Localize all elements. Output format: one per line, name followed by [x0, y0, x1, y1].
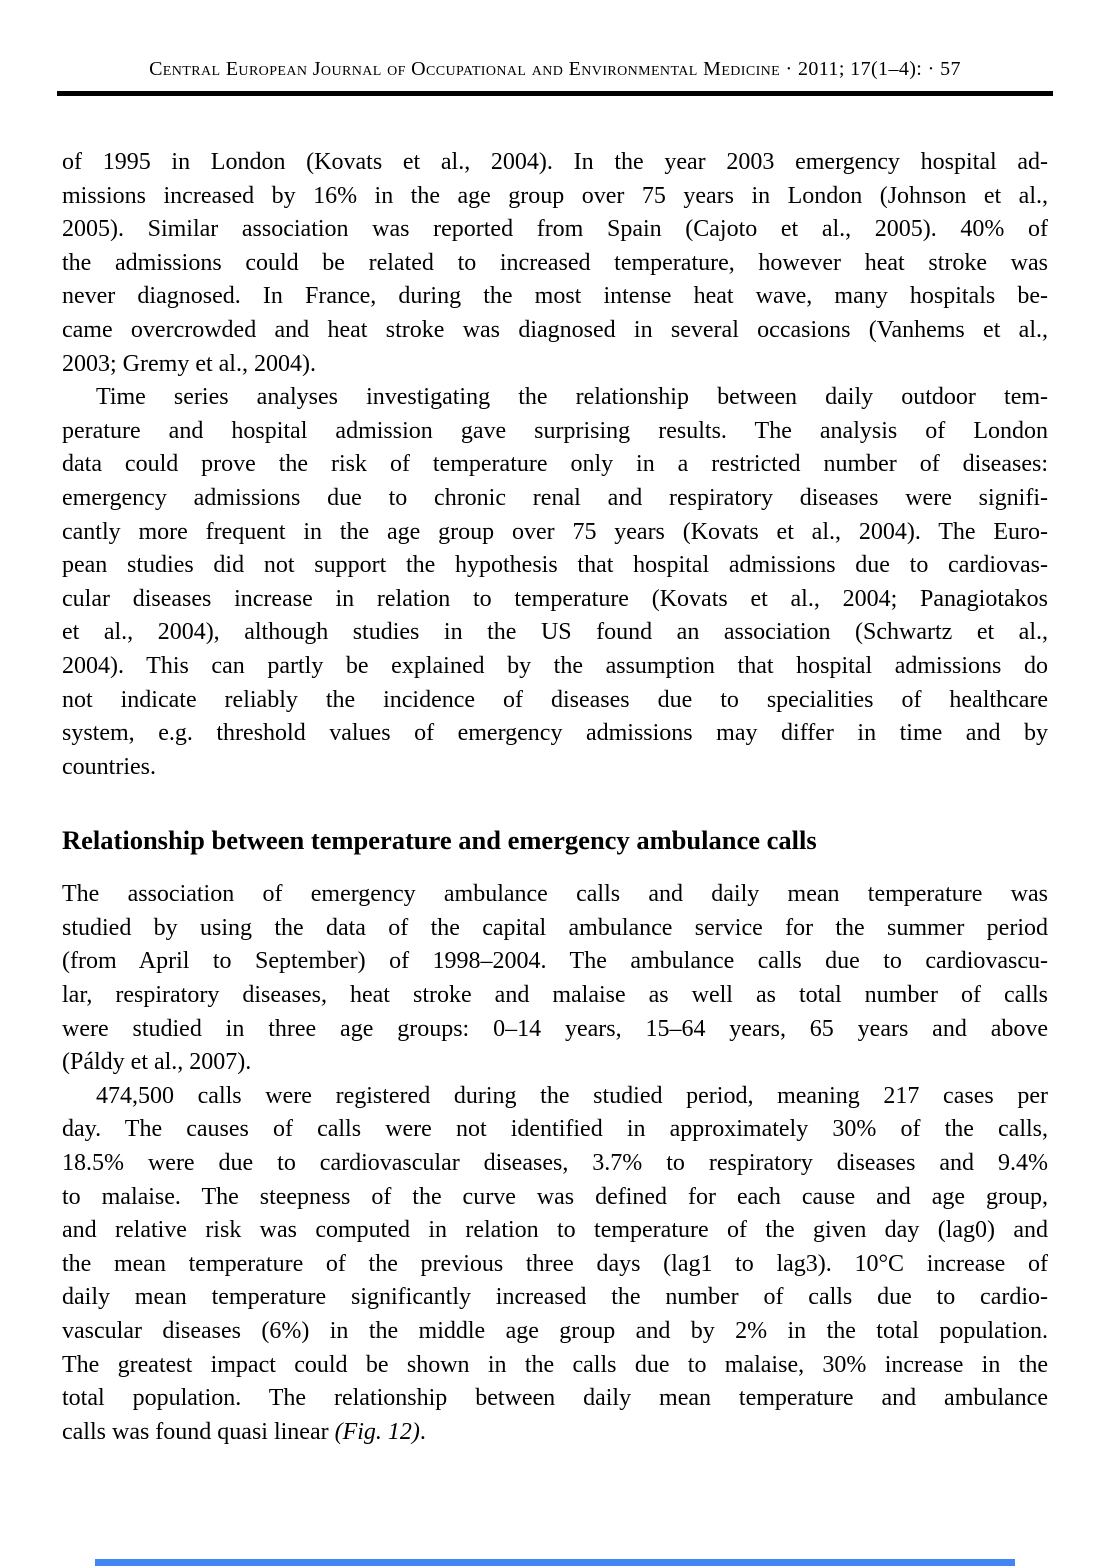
text-line: cantly more frequent in the age group over 75 years (Kovats et al., 2004). The Euro-: [62, 518, 1048, 545]
footer-bar: [95, 1559, 1015, 1566]
text-line: studied by using the data of the capital ambulance service for the summer period: [62, 914, 1048, 941]
text-line: 2003; Gremy et al., 2004).: [62, 350, 316, 377]
figure-reference: (Fig. 12): [334, 1418, 420, 1445]
text-line: Time series analyses investigating the relationship between daily outdoor tem-: [96, 384, 1048, 411]
text-span: .: [419, 1418, 426, 1445]
text-line: system, e.g. threshold values of emergency admissions may differ in time and by: [62, 720, 1048, 747]
text-line: the admissions could be related to increased temperature, however heat stroke was: [62, 249, 1048, 276]
text-line: missions increased by 16% in the age group over 75 years in London (Johnson et al.,: [62, 182, 1048, 209]
text-line: cular diseases increase in relation to temperature (Kovats et al., 2004; Panagiotakos: [62, 585, 1048, 612]
text-line: The association of emergency ambulance calls and daily mean temperature was: [62, 881, 1048, 908]
page-body: [62, 146, 1048, 1449]
text-line: were studied in three age groups: 0–14 years, 15–64 years, 65 years and above: [62, 1015, 1048, 1042]
text-line: vascular diseases (6%) in the middle age group and by 2% in the total population.: [62, 1318, 1048, 1344]
text-line: daily mean temperature significantly increased the number of calls due to cardio-: [62, 1284, 1048, 1311]
text-line: day. The causes of calls were not identified in approximately 30% of the calls,: [62, 1116, 1048, 1143]
text-line: of 1995 in London (Kovats et al., 2004). In the year 2003 emergency hospital ad-: [62, 149, 1048, 175]
text-line: came overcrowded and heat stroke was diagnosed in several occasions (Vanhems et al.,: [62, 316, 1048, 343]
text-line: 2004). This can partly be explained by the assumption that hospital admissions do: [62, 652, 1048, 679]
section-heading: Relationship between temperature and emergency ambulance calls: [62, 825, 817, 856]
text-line: 474,500 calls were registered during the studied period, meaning 217 cases per: [96, 1082, 1048, 1109]
text-line: data could prove the risk of temperature only in a restricted number of diseases:: [62, 451, 1048, 478]
text-line: [62, 1416, 1048, 1450]
text-line: perature and hospital admission gave surprising results. The analysis of London: [62, 417, 1048, 444]
text-line: lar, respiratory diseases, heat stroke and malaise as well as total number of calls: [62, 982, 1048, 1009]
paragraph: [62, 146, 1048, 381]
text-line: (from April to September) of 1998–2004. The ambulance calls due to cardiovascu-: [62, 948, 1048, 975]
text-span: calls was found quasi linear: [62, 1418, 335, 1445]
header-rule: [57, 91, 1053, 96]
text-line: and relative risk was computed in relation to temperature of the given day (lag0) and: [62, 1217, 1048, 1244]
paragraph: [62, 381, 1048, 784]
text-line: emergency admissions due to chronic renal and respiratory diseases were signifi-: [62, 484, 1048, 511]
text-line: countries.: [62, 753, 156, 780]
text-line: 2005). Similar association was reported from Spain (Cajoto et al., 2005). 40% of: [62, 216, 1048, 243]
text-line: 18.5% were due to cardiovascular diseases, 3.7% to respiratory diseases and 9.4%: [62, 1150, 1048, 1177]
text-line: et al., 2004), although studies in the US found an association (Schwartz et al.,: [62, 619, 1048, 646]
text-line: to malaise. The steepness of the curve was defined for each cause and age group,: [62, 1183, 1048, 1210]
text-line: (Páldy et al., 2007).: [62, 1049, 252, 1076]
paragraph: [62, 878, 1048, 1080]
journal-running-head: Central European Journal of Occupational and Environmental Medicine · 2011; 17(1–4): · 57: [149, 58, 961, 80]
text-line: the mean temperature of the previous three days (lag1 to lag3). 10°C increase of: [62, 1250, 1048, 1277]
text-line: pean studies did not support the hypothesis that hospital admissions due to cardiovas-: [62, 552, 1048, 579]
text-line: The greatest impact could be shown in the calls due to malaise, 30% increase in the: [62, 1351, 1048, 1378]
paragraph: [62, 1080, 1048, 1450]
text-line: total population. The relationship between daily mean temperature and ambulance: [62, 1385, 1048, 1412]
text-line: not indicate reliably the incidence of diseases due to specialities of healthcare: [62, 686, 1048, 713]
text-line: never diagnosed. In France, during the most intense heat wave, many hospitals be-: [62, 283, 1048, 310]
